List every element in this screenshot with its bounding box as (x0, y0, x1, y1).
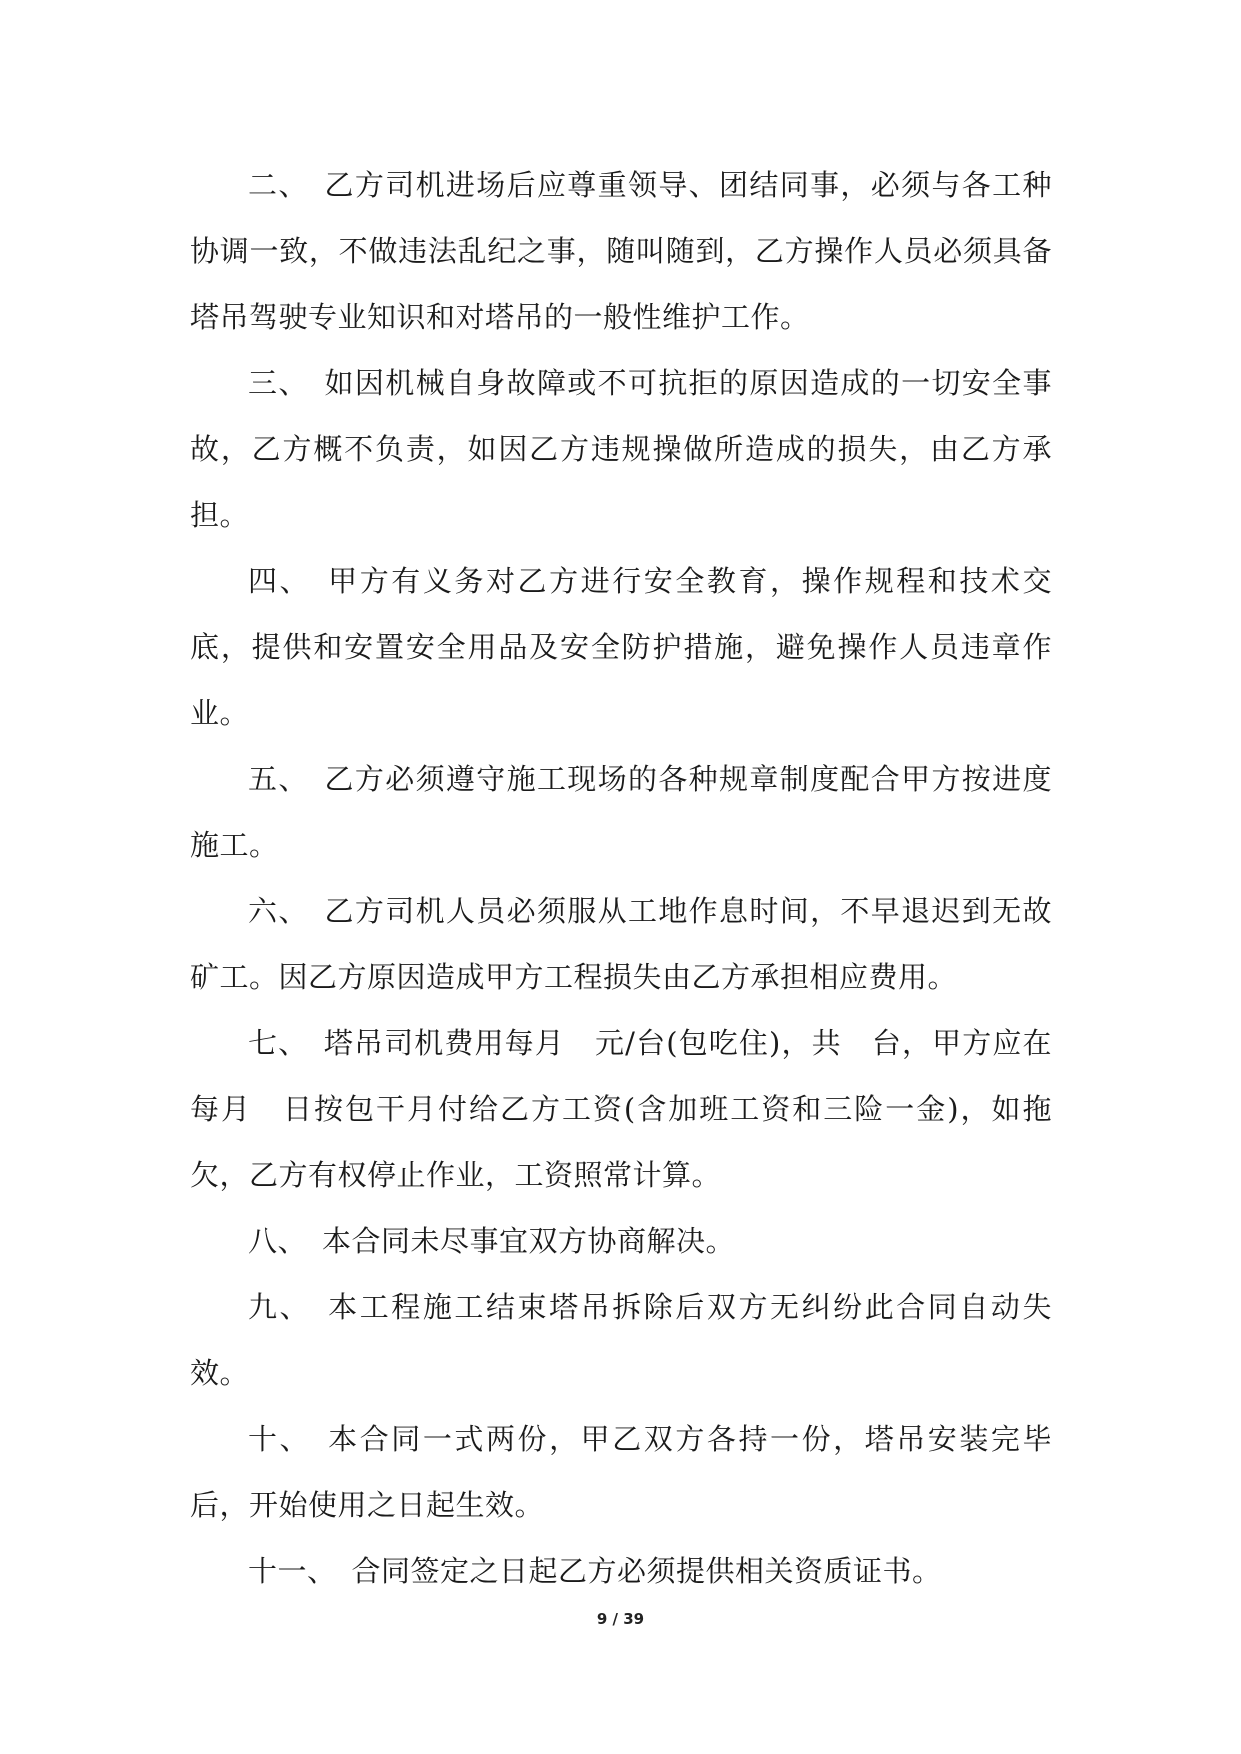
clause-9: 九、 本工程施工结束塔吊拆除后双方无纠纷此合同自动失效。 (190, 1290, 1052, 1390)
clause-8: 八、 本合同未尽事宜双方协商解决。 (248, 1224, 736, 1258)
clause-6: 六、 乙方司机人员必须服从工地作息时间，不早退迟到无故矿工。因乙方原因造成甲方工程损失由乙方承担相应费用。 (190, 894, 1052, 994)
clause-3: 三、 如因机械自身故障或不可抗拒的原因造成的一切安全事故，乙方概不负责，如因乙方违规操做所造成的损失，由乙方承担。 (190, 366, 1052, 532)
document-body (190, 152, 1052, 1604)
page-number: 9 / 39 (596, 1610, 645, 1628)
clause-2: 二、 乙方司机进场后应尊重领导、团结同事，必须与各工种协调一致，不做违法乱纪之事，随叫随到，乙方操作人员必须具备塔吊驾驶专业知识和对塔吊的一般性维护工作。 (190, 168, 1052, 334)
clause-7: 七、 塔吊司机费用每月 元/台(包吃住)，共 台，甲方应在每月 日按包干月付给乙方工资(含加班工资和三险一金)，如拖欠，乙方有权停止作业，工资照常计算。 (190, 1026, 1052, 1192)
clause-11: 十一、 合同签定之日起乙方必须提供相关资质证书。 (248, 1554, 942, 1588)
clause-5: 五、 乙方必须遵守施工现场的各种规章制度配合甲方按进度施工。 (190, 762, 1052, 862)
clause-10: 十、 本合同一式两份，甲乙双方各持一份，塔吊安装完毕后，开始使用之日起生效。 (190, 1422, 1052, 1522)
clause-4: 四、 甲方有义务对乙方进行安全教育，操作规程和技术交底，提供和安置安全用品及安全防护措施，避免操作人员违章作业。 (190, 564, 1052, 730)
